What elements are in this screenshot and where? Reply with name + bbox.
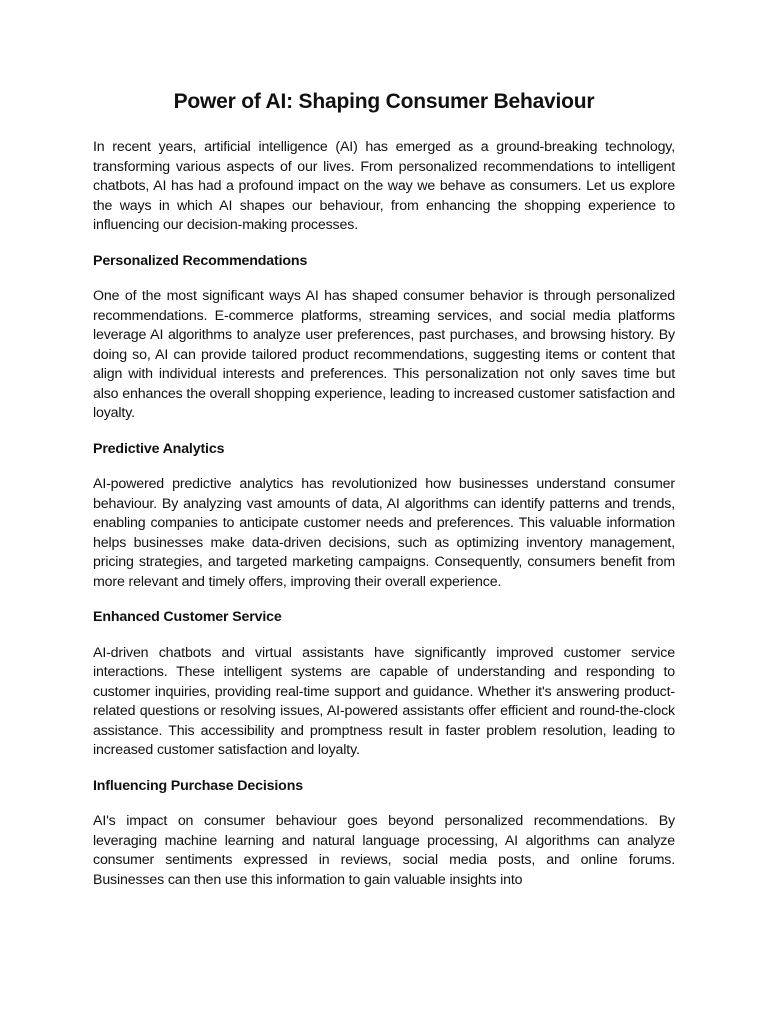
section-heading-influencing-purchase-decisions: Influencing Purchase Decisions	[93, 777, 303, 794]
section-heading-personalized-recommendations: Personalized Recommendations	[93, 252, 308, 269]
section-paragraph-enhanced-customer-service: AI-driven chatbots and virtual assistants have significantly improved customer service interactions. These intelligent systems are capable of understanding and responding to customer inquiries, providing real-time support and guidance. Whether it's answering product-related questions or resolving issues, AI-powered assistants offer efficient and round-the-clock assistance. This accessibility and promptness result in faster problem resolution, leading to increased customer satisfaction and loyalty.	[93, 644, 675, 758]
document-title: Power of AI: Shaping Consumer Behaviour	[173, 90, 595, 113]
section-heading-enhanced-customer-service: Enhanced Customer Service	[93, 609, 282, 625]
section-paragraph-influencing-purchase-decisions: AI's impact on consumer behaviour goes beyond personalized recommendations. By leveraging machine learning and natural language processing, AI algorithms can analyze consumer sentiments expressed in reviews, social media posts, and online forums. Businesses can then use this information to gain valuable insights into	[93, 813, 675, 888]
document-page	[93, 86, 675, 890]
section-heading-predictive-analytics: Predictive Analytics	[93, 440, 225, 457]
section-paragraph-predictive-analytics: AI-powered predictive analytics has revolutionized how businesses understand consumer behaviour. By analyzing vast amounts of data, AI algorithms can identify patterns and trends, enabling companies to anticipate customer needs and preferences. This valuable information helps businesses make data-driven decisions, such as optimizing inventory management, pricing strategies, and targeted marketing campaigns. Consequently, consumers benefit from more relevant and timely offers, improving their overall experience.	[93, 476, 675, 590]
intro-paragraph: In recent years, artificial intelligence (AI) has emerged as a ground-breaking technology, transforming various aspects of our lives. From personalized recommendations to intelligent chatbots, AI has had a profound impact on the way we behave as consumers. Let us explore the ways in which AI shapes our behaviour, from enhancing the shopping experience to influencing our decision-making processes.	[93, 139, 675, 233]
section-paragraph-personalized-recommendations: One of the most significant ways AI has shaped consumer behavior is through personalized recommendations. E-commerce platforms, streaming services, and social media platforms leverage AI algorithms to analyze user preferences, past purchases, and browsing history. By doing so, AI can provide tailored product recommendations, suggesting items or content that align with individual interests and preferences. This personalization not only saves time but also enhances the overall shopping experience, leading to increased customer satisfaction and loyalty.	[93, 288, 675, 421]
